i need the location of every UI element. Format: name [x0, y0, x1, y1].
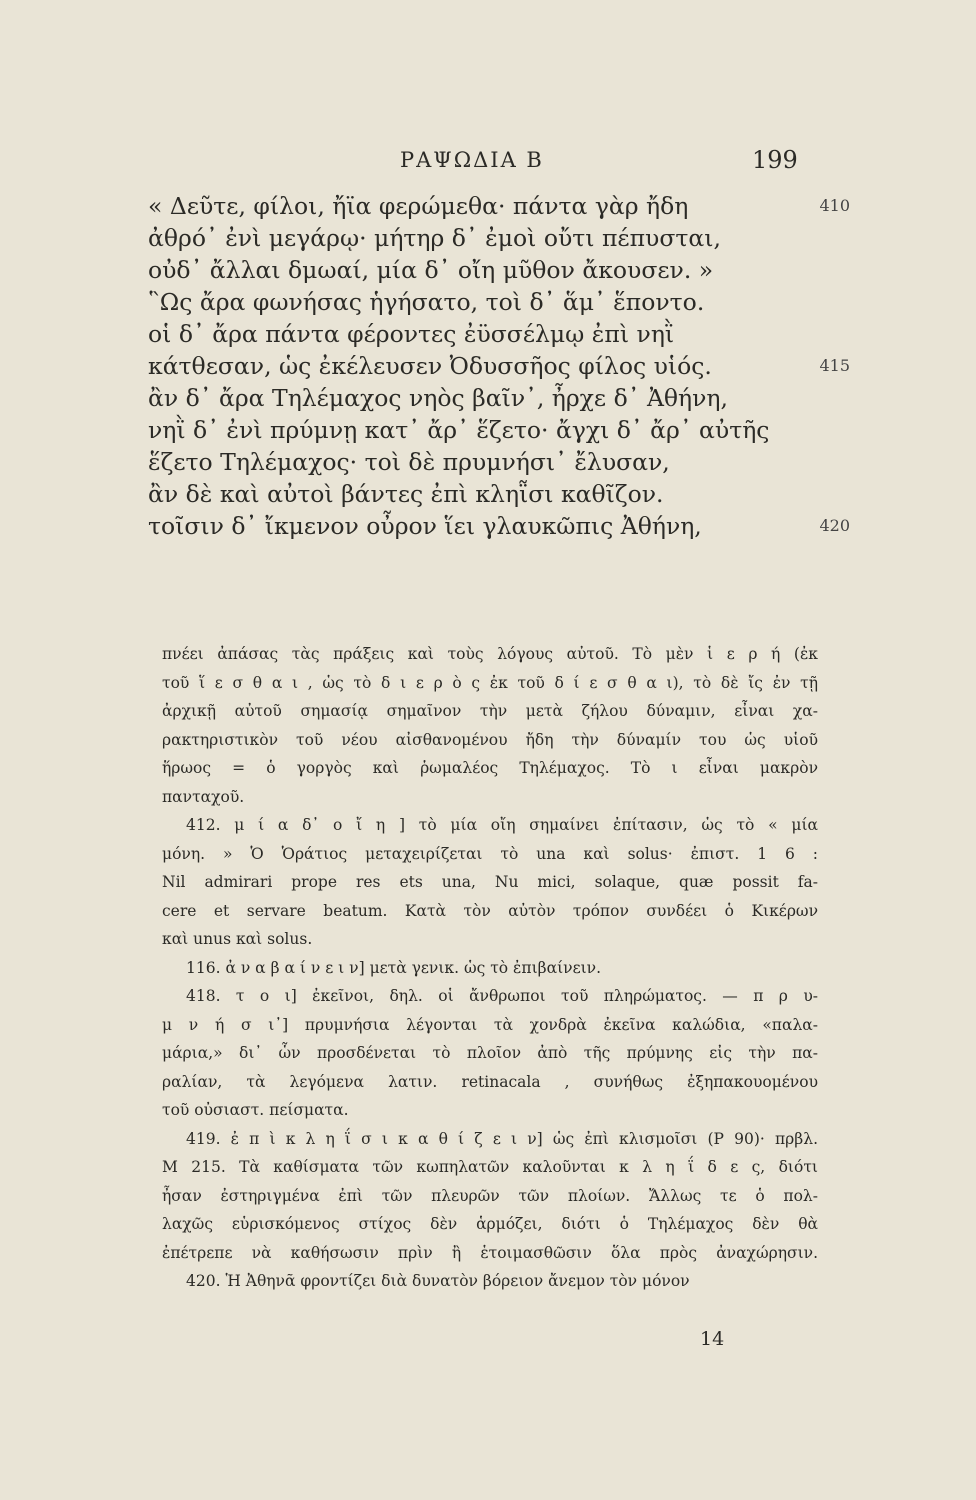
commentary-line: μόνη. » Ὁ Ὁράτιος μεταχειρίζεται τὸ una καὶ solus· ἐπιστ. 1 6 :: [162, 844, 818, 863]
verse-text: οἱ δ᾽ ἄρα πάντα φέροντες ἐϋσσέλμῳ ἐπὶ νηῒ: [148, 320, 675, 348]
verse-text: ἂν δὲ καὶ αὐτοὶ βάντες ἐπὶ κληῗσι καθῖζον.: [148, 480, 664, 508]
commentary-line: ρακτηριστικὸν τοῦ νέου αἰσθανομένου ἤδη τὴν δύναμίν του ὡς υἱοῦ: [162, 730, 818, 749]
commentary-line: Μ 215. Τὰ καθίσματα τῶν κωπηλατῶν καλοῦνται κ λ η ΐ δ ε ς, διότι: [162, 1158, 818, 1176]
verse-line: [148, 222, 838, 254]
commentary-line: μάρια,» δι᾽ ὧν προσδένεται τὸ πλοῖον ἀπὸ τῆς πρύμνης εἰς τὴν πα-: [162, 1044, 818, 1062]
commentary-line: ἀρχικῇ αὐτοῦ σημασίᾳ σημαῖνον τὴν μετὰ ζήλου δύναμιν, εἶναι χα-: [162, 702, 818, 720]
commentary-line: πανταχοῦ.: [162, 787, 245, 806]
line-number: 420: [819, 516, 850, 535]
verse-line: [148, 510, 850, 542]
running-head: ΡΑΨΩΔΙΑ Β: [400, 148, 544, 172]
verse-text: ἀθρό᾽ ἐνὶ μεγάρῳ· μήτηρ δ᾽ ἐμοὶ οὔτι πέπυσται,: [148, 224, 721, 252]
verse-block: [148, 190, 850, 542]
line-number: 415: [819, 356, 850, 375]
commentary-line: ἐπέτρεπε νὰ καθήσωσιν πρὶν ἢ ἑτοιμασθῶσιν ὅλα πρὸς ἀναχώρησιν.: [162, 1243, 818, 1262]
commentary-line: 418. τ ο ι] ἐκεῖνοι, δηλ. οἱ ἄνθρωποι τοῦ πληρώματος. — π ρ υ-: [186, 987, 818, 1005]
commentary-line: 420. Ἡ Ἀθηνᾶ φροντίζει διὰ δυνατὸν βόρειον ἄνεμον τὸν μόνον: [186, 1272, 690, 1290]
commentary-line: 419. ἐ π ὶ κ λ η ΐ σ ι κ α θ ί ζ ε ι ν] ὡς ἐπὶ κλισμοῖσι (P 90)· πρβλ.: [186, 1129, 818, 1148]
verse-text: ἕζετο Τηλέμαχος· τοὶ δὲ πρυμνήσι᾽ ἔλυσαν,: [148, 448, 670, 476]
commentary-line: μ ν ή σ ι᾽] πρυμνήσια λέγονται τὰ χονδρὰ ἐκεῖνα καλώδια, «παλα-: [162, 1015, 818, 1034]
verse-line: [148, 190, 850, 222]
commentary-line: καὶ unus καὶ solus.: [162, 930, 313, 948]
line-number: 410: [819, 196, 850, 215]
commentary-line: ραλίαν, τὰ λεγόμενα λατιν. retinacala , συνήθως ἐξηπακουομένου: [162, 1072, 818, 1091]
verse-line: [148, 318, 838, 350]
commentary-line: 116. ἀ ν α β α ί ν ε ι ν] μετὰ γενικ. ὡς τὸ ἐπιβαίνειν.: [186, 958, 602, 977]
commentary-line: λαχῶς εὑρισκόμενος στίχος δὲν ἁρμόζει, διότι ὁ Τηλέμαχος δὲν θὰ: [162, 1215, 818, 1233]
commentary-line: τοῦ ἵ ε σ θ α ι , ὡς τὸ δ ι ε ρ ὸ ς ἐκ τοῦ δ ί ε σ θ α ι), τὸ δὲ ἴς ἐν τῇ: [162, 673, 818, 692]
verse-text: νηῒ δ᾽ ἐνὶ πρύμνῃ κατ᾽ ἄρ᾽ ἕζετο· ἄγχι δ᾽ ἄρ᾽ αὐτῆς: [148, 416, 770, 444]
commentary-line: 412. μ ί α δ᾽ ο ἴ η ] τὸ μία οἴη σημαίνει ἐπίτασιν, ὡς τὸ « μία: [186, 816, 818, 834]
verse-text: « Δεῦτε, φίλοι, ἤϊα φερώμεθα· πάντα γὰρ ἤδη: [148, 192, 689, 220]
commentary-block: [162, 640, 818, 1296]
verse-text: ἂν δ᾽ ἄρα Τηλέμαχος νηὸς βαῖν᾽, ἦρχε δ᾽ Ἀθήνη,: [148, 384, 728, 412]
verse-text: ῝Ως ἄρα φωνήσας ἡγήσατο, τοὶ δ᾽ ἅμ᾽ ἕποντο.: [148, 288, 705, 316]
commentary-line: τοῦ οὐσιαστ. πείσματα.: [162, 1101, 349, 1119]
verse-text: κάτθεσαν, ὡς ἐκέλευσεν Ὀδυσσῆος φίλος υἱός.: [148, 352, 712, 380]
verse-line: [148, 254, 838, 286]
page-number: 199: [752, 146, 798, 174]
commentary-line: ἦσαν ἐστηριγμένα ἐπὶ τῶν πλευρῶν τῶν πλοίων. Ἄλλως τε ὁ πολ-: [162, 1186, 818, 1205]
verse-line: [148, 350, 850, 382]
verse-text: τοῖσιν δ᾽ ἴκμενον οὖρον ἵει γλαυκῶπις Ἀθήνη,: [148, 512, 702, 540]
verse-line: [148, 382, 838, 414]
verse-line: [148, 286, 838, 318]
verse-line: [148, 446, 838, 478]
signature-mark: 14: [700, 1328, 725, 1350]
commentary-line: Nil admirari prope res ets una, Nu mici, solaque, quæ possit fa-: [162, 873, 818, 891]
commentary-line: ἥρωος = ὁ γοργὸς καὶ ῥωμαλέος Τηλέμαχος. Τὸ ι εἶναι μακρὸν: [162, 759, 818, 777]
commentary-line: cere et servare beatum. Κατὰ τὸν αὐτὸν τρόπον συνδέει ὁ Κικέρων: [162, 901, 818, 920]
page-header: [0, 148, 976, 180]
verse-line: [148, 478, 838, 510]
verse-text: οὐδ᾽ ἄλλαι δμωαί, μία δ᾽ οἴη μῦθον ἄκουσεν. »: [148, 256, 714, 284]
verse-line: [148, 414, 838, 446]
commentary-line: πνέει ἀπάσας τὰς πράξεις καὶ τοὺς λόγους αὐτοῦ. Τὸ μὲν ἱ ε ρ ή (ἐκ: [162, 645, 818, 663]
